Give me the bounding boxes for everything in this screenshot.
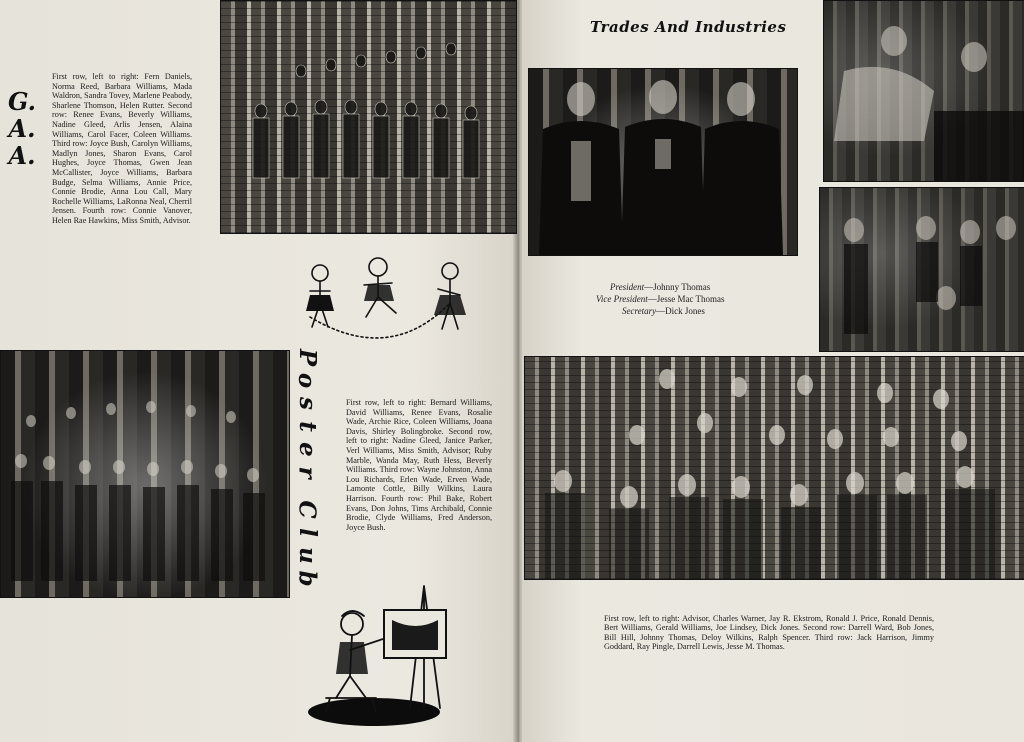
- workshop-photo-middle-figures: [820, 188, 1024, 351]
- poster-club-title-letter: C: [293, 500, 321, 519]
- poster-club-title-letter: l: [293, 528, 321, 537]
- gaa-title-letter: A.: [8, 114, 36, 143]
- officer-role: President: [610, 282, 645, 292]
- poster-club-title-letter: t: [293, 421, 321, 432]
- gaa-group-photo: [220, 0, 517, 234]
- officer-name: Dick Jones: [665, 306, 705, 316]
- gaa-caption: First row, left to right: Fern Daniels, Norma Reed, Barbara Williams, Mada Waldron, Sandra Tovey, Marlene Peabody, Sharlene Thomson, Helen Rutter. Second row: Renee Evans, Beverly Williams, Nadine Gleed, Arlis Jensen, Alaina Williams, Carol Facer, Coleen Williams. Third row: Joyce Bush, Carolyn Williams, Madlyn Jones, Sharon Evans, Carol Hughes, Joyce Thomas, Gwen Jean McCallister, Joyce Williams, Barbara Budge, Selma Williams, Annie Price, Connie Brodie, Anna Lou Call, Mary Rochelle Williams, LaRonna Neal, Cherril Jensen. Fourth row: Connie Vanover, Helen Rae Hawkins, Miss Smith, Advisor.: [52, 72, 192, 225]
- poster-club-title-letter: b: [293, 570, 321, 587]
- poster-club-caption: First row, left to right: Bernard Williams, David Williams, Renee Evans, Rosalie Wade, Archie Rice, Coleen Williams, Joana Davis, Shirley Bolingbroke. Second row, left to right: Nadine Gleed, Janice Parker, Verl Williams, Miss Smith, Advisor; Ruby Marble, Wanda May, Ruth Hess, Beverly Williams. Third row: Wayne Johnston, Anna Lou Richards, Erlen Wade, Erven Wade, Lamonte Cottle, Billy Wilkins, Laura Harrison. Fourth row: Phil Bake, Robert Evans, Don Johns, Tims Archibald, Connie Brodie, Clyde Williams, Fred Anderson, Joyce Bush.: [346, 398, 492, 532]
- poster-club-title-letter: o: [293, 372, 321, 389]
- poster-club-title-letter: r: [293, 466, 321, 479]
- trades-group-photo: [524, 356, 1024, 580]
- poster-club-photo-figures: [1, 351, 289, 597]
- officer-vice-president: Vice President—Jesse Mac Thomas: [596, 294, 725, 304]
- gaa-photo-figures: [221, 1, 516, 233]
- officer-president: President—Johnny Thomas: [610, 282, 711, 292]
- officer-name: Johnny Thomas: [653, 282, 711, 292]
- gaa-title-letter: G.: [8, 87, 36, 116]
- poster-club-title-letter: e: [293, 442, 321, 457]
- trades-section-title: Trades And Industries: [590, 18, 787, 36]
- trades-group-photo-figures: [525, 357, 1024, 579]
- workshop-photo-top-figures: [824, 1, 1024, 181]
- poster-club-title-letter: P: [293, 348, 321, 367]
- officer-role: Vice President: [596, 294, 648, 304]
- trades-officers-figures: [529, 69, 797, 255]
- gaa-title-letter: A.: [8, 141, 36, 170]
- gaa-title: [8, 88, 36, 169]
- jump-rope-girls-illustration: [300, 255, 485, 365]
- poster-club-title-letter: u: [293, 547, 321, 564]
- officer-secretary: Secretary—Dick Jones: [622, 306, 705, 316]
- painter-at-easel-illustration: [306, 580, 466, 730]
- poster-club-group-photo: [0, 350, 290, 598]
- trades-caption: First row, left to right: Advisor, Charles Warner, Jay R. Ekstrom, Ronald J. Price, Ronald Dennis, Bert Williams, Gerald Williams, Joe Lindsey, Dick Jones. Second row: Darrell Ward, Bob Jones, Bill Hill, Johnny Thomas, Deloy Wilkins, Ralph Spencer. Third row: Jack Harrison, Jimmy Goddard, Ray Pingle, Darrell Lewis, Jesse M. Thomas.: [604, 614, 934, 652]
- officer-role: Secretary: [622, 306, 657, 316]
- poster-club-title-letter: s: [293, 397, 321, 410]
- workshop-photo-middle: [819, 187, 1024, 352]
- workshop-photo-top: [823, 0, 1024, 182]
- trades-officers-list: [596, 281, 776, 317]
- trades-officers-photo: [528, 68, 798, 256]
- poster-club-title: [293, 346, 321, 590]
- officer-name: Jesse Mac Thomas: [656, 294, 725, 304]
